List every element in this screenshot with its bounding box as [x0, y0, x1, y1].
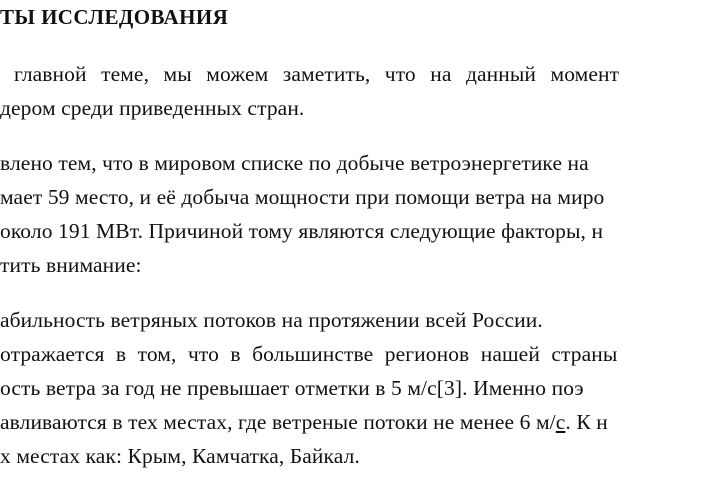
paragraph-2-line-4: тить внимание:: [0, 253, 142, 277]
paragraph-2-line-3: около 191 МВт. Причиной тому являются следующие факторы, н: [0, 219, 604, 243]
paragraph-3-line-1: абильность ветряных потоков на протяжении всей России.: [0, 308, 543, 332]
paragraph-1-line-1: главной теме, мы можем заметить, что на данный момент: [14, 62, 620, 86]
paragraph-3-line-4-text: авливаются в тех местах, где ветреные потоки не менее 6 м/: [0, 410, 556, 434]
spellcheck-underlined-char: с: [555, 410, 566, 434]
paragraph-3-line-5: х местах как: Крым, Камчатка, Байкал.: [0, 444, 360, 468]
paragraph-2-line-2: мает 59 место, и её добыча мощности при помощи ветра на миро: [0, 185, 605, 209]
paragraph-3-line-3: ость ветра за год не превышает отметки в 5 м/с[3]. Именно поэ: [0, 376, 584, 400]
paragraph-3-line-2: отражается в том, что в большинстве регионов нашей страны: [0, 342, 618, 366]
paragraph-2-line-1: влено тем, что в мировом списке по добыче ветроэнергетике на: [0, 151, 589, 175]
paragraph-1-line-2: дером среди приведенных стран.: [0, 96, 305, 120]
section-heading: ТЫ ИССЛЕДОВАНИЯ: [0, 5, 229, 29]
paragraph-3-line-4: [0, 409, 608, 435]
paragraph-3-line-4-tail: . К н: [565, 410, 608, 434]
